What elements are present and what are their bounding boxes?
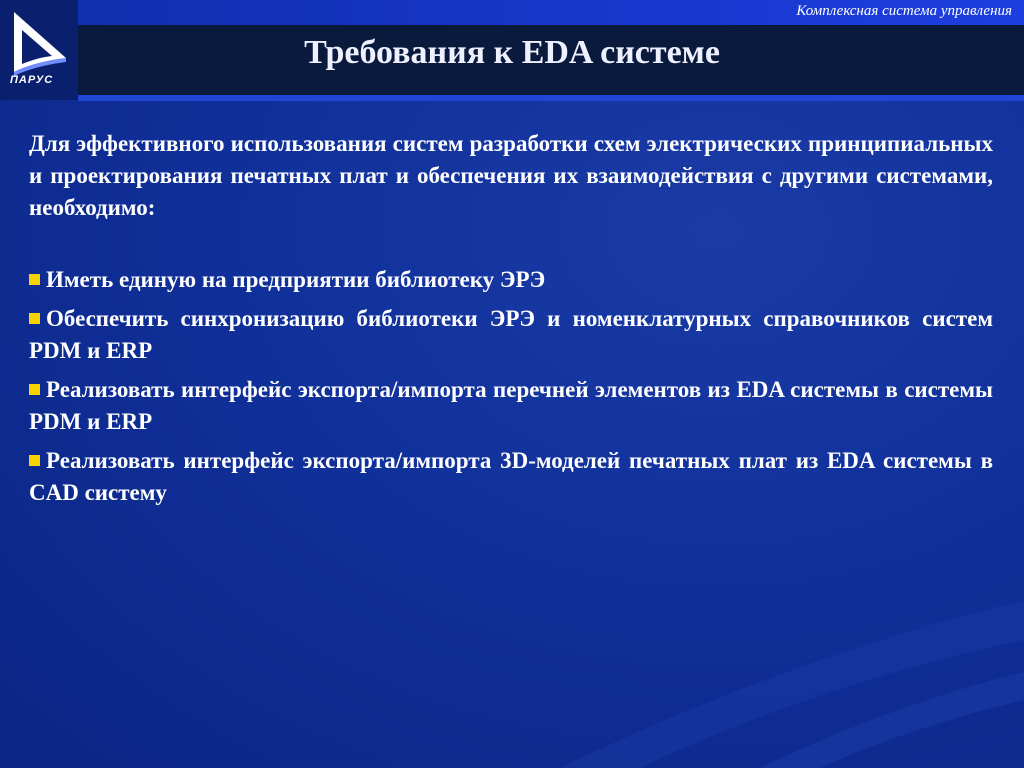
bullet-square-icon [29,455,40,466]
bullet-item [29,445,993,509]
bullet-text: Иметь единую на предприятии библиотеку ЭРЭ [46,267,546,292]
bullet-item [29,374,993,438]
bullet-square-icon [29,274,40,285]
bullet-text: Реализовать интерфейс экспорта/импорта перечней элементов из EDA системы в системы PDM и ERP [29,377,993,434]
slide-content [29,128,993,516]
bullet-square-icon [29,384,40,395]
header-divider [78,95,1024,101]
logo-wordmark: ПАРУС [10,74,54,86]
slide-title: Требования к EDA системе [304,34,720,71]
bullet-item [29,264,993,296]
bullet-text: Реализовать интерфейс экспорта/импорта 3D-моделей печатных плат из EDA системы в CAD систему [29,448,993,505]
intro-paragraph: Для эффективного использования систем разработки схем электрических принципиальных и проектирования печатных плат и обеспечения их взаимодействия с другими системами, необходимо: [29,131,993,220]
header-strip [78,0,1024,25]
bullet-square-icon [29,313,40,324]
header-tagline: Комплексная система управления [796,3,1012,19]
bullet-item [29,303,993,367]
bullet-text: Обеспечить синхронизацию библиотеки ЭРЭ и номенклатурных справочников систем PDM и ERP [29,306,993,363]
